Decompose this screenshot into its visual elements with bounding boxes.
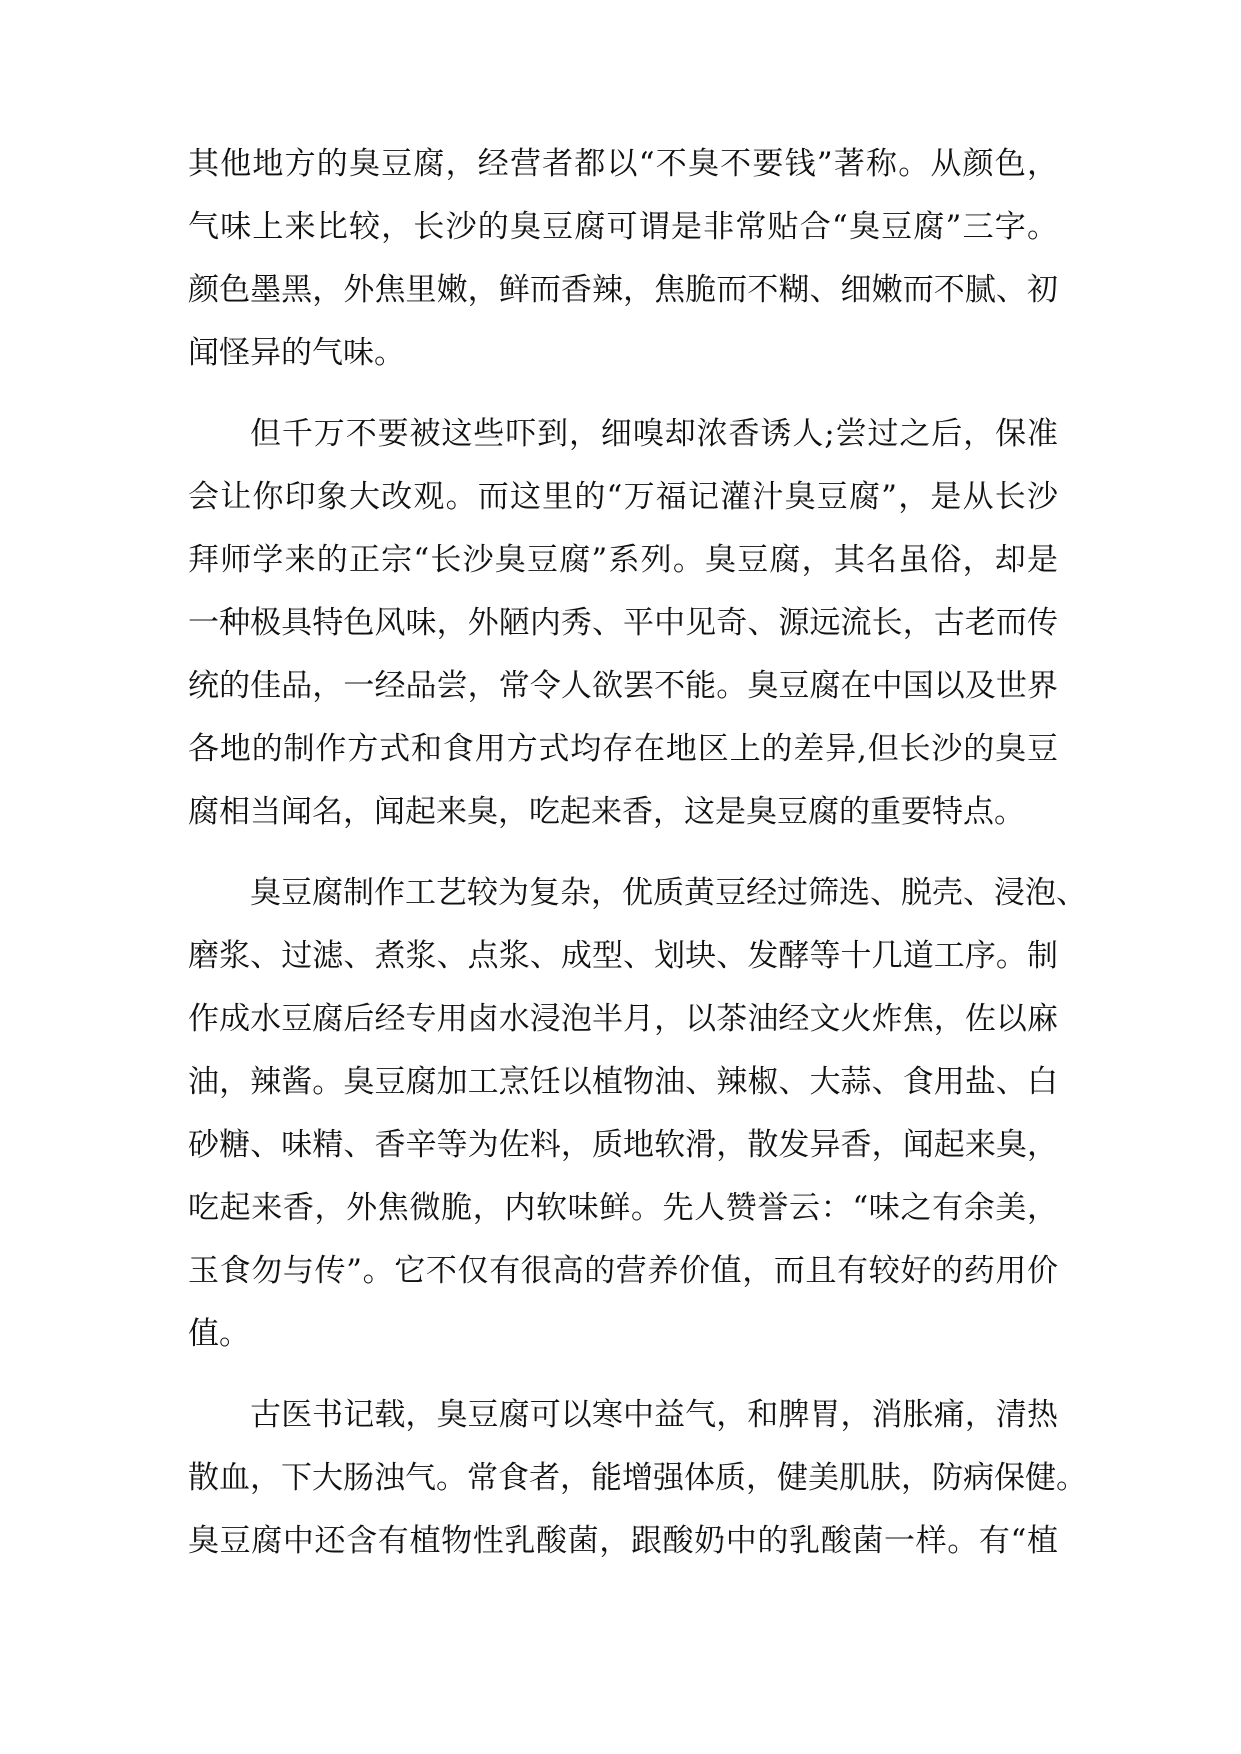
text-line: 但千万不要被这些吓到，细嗅却浓香诱人;尝过之后，保准 — [250, 416, 1058, 452]
text-line: 臭豆腐中还含有植物性乳酸菌，跟酸奶中的乳酸菌一样。有“植 — [188, 1523, 1058, 1559]
text-line: 砂糖、味精、香辛等为佐料，质地软滑，散发异香，闻起来臭， — [188, 1127, 1058, 1163]
text-line: 磨浆、过滤、煮浆、点浆、成型、划块、发酵等十几道工序。制 — [188, 938, 1058, 974]
text-line: 会让你印象大改观。而这里的“万福记灌汁臭豆腐”，是从长沙 — [188, 479, 1058, 515]
text-line: 吃起来香，外焦微脆，内软味鲜。先人赞誉云：“味之有余美， — [188, 1190, 1058, 1226]
text-line: 腐相当闻名，闻起来臭，吃起来香，这是臭豆腐的重要特点。 — [188, 794, 1025, 830]
text-line: 散血，下大肠浊气。常食者，能增强体质，健美肌肤，防病保健。 — [188, 1460, 1087, 1496]
text-line: 臭豆腐制作工艺较为复杂，优质黄豆经过筛选、脱壳、浸泡、 — [250, 875, 1087, 911]
text-line: 一种极具特色风味，外陋内秀、平中见奇、源远流长，古老而传 — [188, 605, 1058, 641]
text-line: 闻怪异的气味。 — [188, 335, 405, 371]
text-line: 作成水豆腐后经专用卤水浸泡半月，以茶油经文火炸焦，佐以麻 — [188, 1001, 1058, 1037]
text-line: 其他地方的臭豆腐，经营者都以“不臭不要钱”著称。从颜色， — [188, 146, 1058, 182]
text-line: 统的佳品，一经品尝，常令人欲罢不能。臭豆腐在中国以及世界 — [188, 668, 1058, 704]
text-line: 拜师学来的正宗“长沙臭豆腐”系列。臭豆腐，其名虽俗，却是 — [188, 542, 1058, 578]
text-line: 各地的制作方式和食用方式均存在地区上的差异,但长沙的臭豆 — [188, 731, 1058, 767]
text-line: 古医书记载，臭豆腐可以寒中益气，和脾胃，消胀痛，清热 — [250, 1397, 1058, 1433]
text-line: 油，辣酱。臭豆腐加工烹饪以植物油、辣椒、大蒜、食用盐、白 — [188, 1064, 1058, 1100]
text-line: 玉食勿与传”。它不仅有很高的营养价值，而且有较好的药用价 — [188, 1253, 1058, 1289]
text-line: 气味上来比较，长沙的臭豆腐可谓是非常贴合“臭豆腐”三字。 — [188, 209, 1058, 245]
text-line: 颜色墨黑，外焦里嫩，鲜而香辣，焦脆而不糊、细嫩而不腻、初 — [188, 272, 1058, 308]
text-line: 值。 — [188, 1316, 250, 1352]
